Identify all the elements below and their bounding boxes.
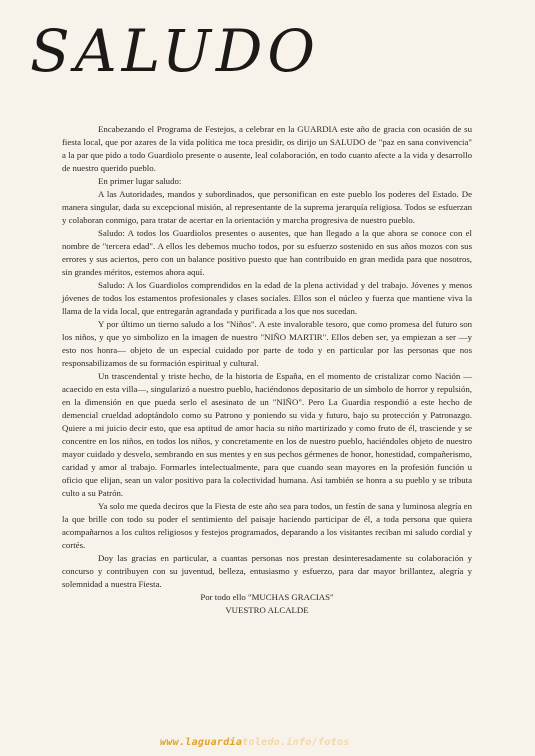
- paragraph-elders: Saludo: A todos los Guardiolos presentes o ausentes, que han llegado a la que ahora se conoce con el nombre de "tercera edad". A ellos les debemos mucho todos, por su esfuerzo sostenido en sus años mozos con sus errores y sus aciertos, pero con un balance positivo puesto que han contribuido en gran medida para que nosotros, sin grandes méritos, estemos ahora aquí.: [62, 228, 472, 277]
- paragraph-children: Y por último un tierno saludo a los "Niños". A este invalorable tesoro, que como promesa del futuro son los niños, y que yo simbolizo en la imagen de nuestro "NIÑO MARTIR". Ellos deben ser, ya empiezan a ser —y esto nos honra— objeto de un especial cuidado por parte de todo y en particular por las personas que nos responsabilizamos de su formación espiritual y cultural.: [62, 319, 472, 368]
- paragraph-festival: Ya solo me queda deciros que la Fiesta de este año sea para todos, un festín de sana y luminosa alegría en la que brille con todo su poder el sentimiento del paisaje haciendo participar de él, a toda persona que quiera acompañarnos a los cultos religiosos y festejos programados, deparando a los visitantes reciban mi saludo cordial y cortés.: [62, 501, 472, 550]
- paragraph-first-greeting: En primer lugar saludo:: [98, 176, 182, 186]
- paragraph-intro: Encabezando el Programa de Festejos, a celebrar en la GUARDIA este año de gracia con ocasión de su fiesta local, que por azares de la vida política me toca presidir, os dirijo un SALUDO de "paz en sana convivencia" a la par que pido a todo Guardiolo presente o ausente, leal colaboración, en todo cuanto afecte a la vida y desarrollo de nuestro querido pueblo.: [62, 124, 472, 173]
- page-title: SALUDO: [30, 17, 320, 85]
- watermark-part-1: www.laguardia: [160, 737, 243, 748]
- signature: VUESTRO ALCALDE: [225, 605, 309, 615]
- paragraph-authorities: A las Autoridades, mandos y subordinados, que personifican en este pueblo los poderes del Estado. De manera singular, dada su excepcional misión, al representante de la suprema jerarquía religiosa. Todos se esfuerzan y colaboran conmigo, para tratar de acertar en la orientación y marcha progresiva de nuestro pueblo.: [62, 189, 472, 225]
- watermark-part-2: toledo.info/fotos: [242, 737, 350, 748]
- paragraph-history: Un trascendental y triste hecho, de la historia de España, en el momento de cristalizar como Nación —acaecido en esta villa—, singularizó a nuestro pueblo, haciéndonos depositario de un símbolo de horror y repulsión, en la dimensión en que pueda serlo el asesinato de un "NIÑO". Pero La Guardia respondió a este hecho de demencial crueldad adoptándolo como su Patrono y poniendo su vida y futuro, bajo su protección y Patronazgo. Quiere a mi juicio decir esto, que esa aptitud de amor hacia su niño martirizado y como fruto de él, trasciende y se concentre en los niños, en todos los niños, y concretamente en los de nuestro pueblo, haciéndoles objeto de nuestro mayor cuidado y desvelo, sembrando en sus mentes y en sus pechos gérmenes de honor, honestidad, compañerismo, caridad y amor al trabajo. Formarles intelectualmente, para que cuando sean mayores en la profesión función u oficio que elijan, sean un valor positivo para la colectividad humana. Así también se honra a su pueblo y se tributa culto a su Patrón.: [62, 371, 472, 498]
- paragraph-workers: Saludo: A los Guardiolos comprendidos en la edad de la plena actividad y del trabajo. Jóvenes y menos jóvenes de todos los estamentos profesionales y clases sociales. Ellos son el núcleo y fuerza que mantiene viva la llama de la vida local, que entregarán agrandada y purificada a los que nos sucedan.: [62, 280, 472, 316]
- watermark-link[interactable]: [160, 737, 350, 748]
- letter-body: [62, 123, 472, 617]
- paragraph-thanks: Doy las gracias en particular, a cuantas personas nos prestan desinteresadamente su colaboración y concurso y contribuyen con su juventud, belleza, entusiasmo y esfuerzo, para dar mayor brillantez, alegría y solemnidad a nuestra Fiesta.: [62, 553, 472, 589]
- closing-thanks: Por todo ello "MUCHAS GRACIAS": [200, 592, 334, 602]
